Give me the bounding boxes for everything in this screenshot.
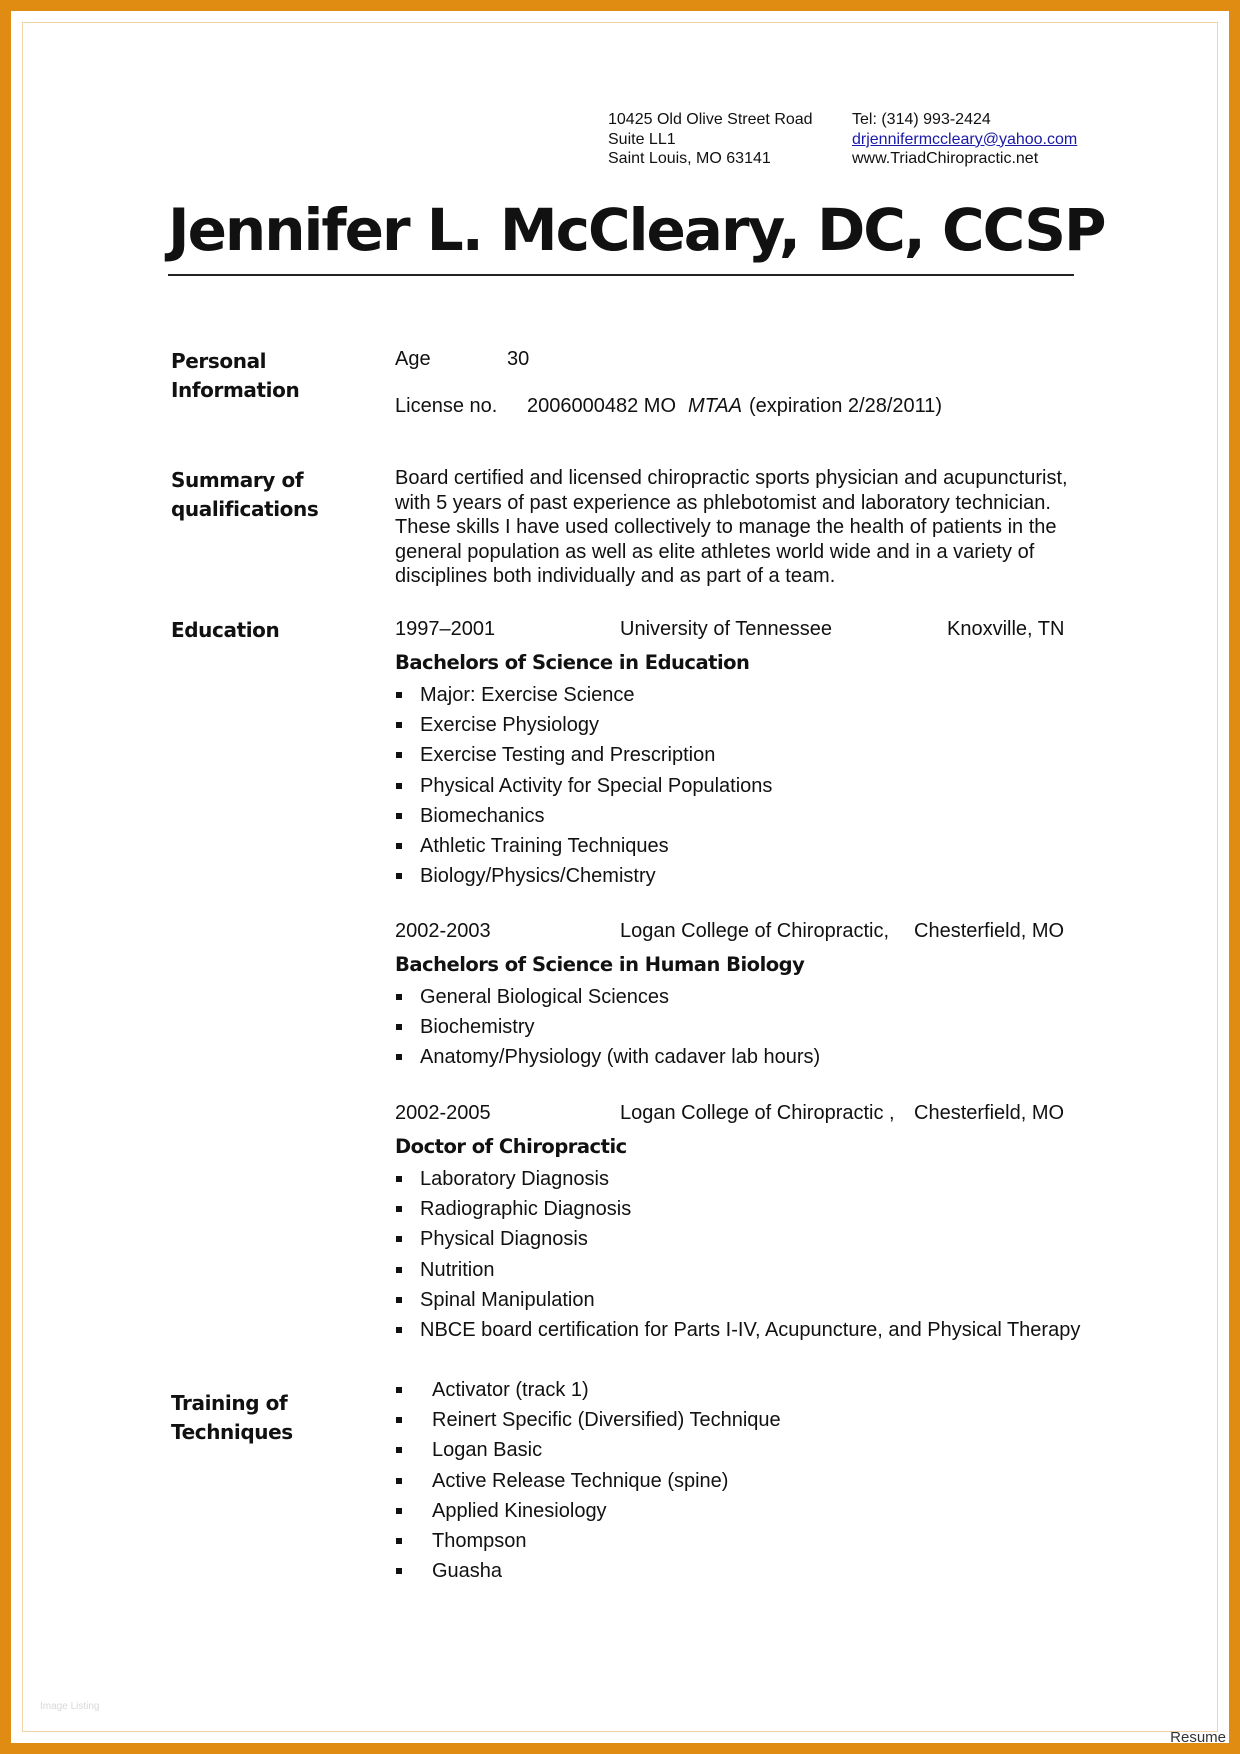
list-item: Applied Kinesiology xyxy=(395,1496,781,1526)
edu-location: Chesterfield, MO xyxy=(914,920,1065,942)
list-item: Guasha xyxy=(395,1556,781,1586)
bullet-icon xyxy=(396,1054,402,1060)
address-line-2: Suite LL1 xyxy=(608,130,676,148)
list-item: Radiographic Diagnosis xyxy=(395,1194,1080,1224)
license-expiration: (expiration 2/28/2011) xyxy=(749,395,943,417)
bullet-icon xyxy=(396,843,402,849)
list-item: Biology/Physics/Chemistry xyxy=(395,861,772,891)
list-item: Reinert Specific (Diversified) Technique xyxy=(395,1405,781,1435)
personal-info-heading: Personal Information xyxy=(171,349,300,402)
license-label: License no. xyxy=(395,395,498,417)
contact-block xyxy=(852,110,1077,169)
summary-line: These skills I have used collectively to manage the health of patients in the xyxy=(395,516,1057,538)
edu-course-list xyxy=(395,680,772,891)
training-list xyxy=(395,1375,781,1586)
bullet-icon xyxy=(396,1206,402,1212)
list-item: Activator (track 1) xyxy=(395,1375,781,1405)
bullet-icon xyxy=(396,1447,402,1453)
summary-line: with 5 years of past experience as phlebotomist and laboratory technician. xyxy=(395,491,1051,514)
bullet-icon xyxy=(396,1387,402,1393)
bullet-icon xyxy=(396,1508,402,1514)
edu-degree: Bachelors of Science in Human Biology xyxy=(395,953,805,976)
bullet-icon xyxy=(396,752,402,758)
bullet-icon xyxy=(396,722,402,728)
list-item: Athletic Training Techniques xyxy=(395,831,772,861)
edu-school: University of Tennessee xyxy=(620,618,832,640)
bullet-icon xyxy=(396,1417,402,1423)
edu-degree: Doctor of Chiropractic xyxy=(395,1135,627,1158)
list-item: Nutrition xyxy=(395,1255,1080,1285)
list-item: General Biological Sciences xyxy=(395,982,820,1012)
age-label: Age xyxy=(395,348,431,370)
address-line-3: Saint Louis, MO 63141 xyxy=(608,150,771,167)
list-item: Logan Basic xyxy=(395,1435,781,1465)
summary-line: disciplines both individually and as part of a team. xyxy=(395,565,836,587)
list-item: Biochemistry xyxy=(395,1012,820,1042)
bullet-icon xyxy=(396,1327,402,1333)
edu-years: 2002-2003 xyxy=(395,920,491,942)
resume-name: Jennifer L. McCleary, DC, CCSP xyxy=(168,196,1105,264)
footer-tag: Resume xyxy=(1170,1729,1226,1746)
list-item: Exercise Physiology xyxy=(395,710,772,740)
list-item: Physical Activity for Special Populations xyxy=(395,771,772,801)
edu-course-list xyxy=(395,1164,1080,1345)
bullet-icon xyxy=(396,692,402,698)
age-value: 30 xyxy=(507,348,530,370)
training-heading: Training of Techniques xyxy=(171,1391,293,1444)
list-item: Laboratory Diagnosis xyxy=(395,1164,1080,1194)
list-item: Biomechanics xyxy=(395,801,772,831)
list-item: Exercise Testing and Prescription xyxy=(395,740,772,770)
phone: Tel: (314) 993-2424 xyxy=(852,111,991,128)
bullet-icon xyxy=(396,873,402,879)
summary-heading: Summary of qualifications xyxy=(171,468,319,521)
license-board: MTAA xyxy=(688,395,743,417)
bullet-icon xyxy=(396,783,402,789)
edu-degree: Bachelors of Science in Education xyxy=(395,651,750,674)
edu-course-list xyxy=(395,982,820,1073)
website: www.TriadChiropractic.net xyxy=(852,150,1039,167)
edu-school: Logan College of Chiropractic, xyxy=(620,920,890,942)
education-heading: Education xyxy=(171,618,280,642)
edu-location: Knoxville, TN xyxy=(947,618,1065,640)
bullet-icon xyxy=(396,1267,402,1273)
list-item: Active Release Technique (spine) xyxy=(395,1466,781,1496)
bullet-icon xyxy=(396,1236,402,1242)
summary-line: Board certified and licensed chiropractic sports physician and acupuncturist, xyxy=(395,467,1068,489)
edu-location: Chesterfield, MO xyxy=(914,1102,1065,1124)
list-item: Major: Exercise Science xyxy=(395,680,772,710)
summary-text xyxy=(395,466,1115,589)
list-item: Spinal Manipulation xyxy=(395,1285,1080,1315)
bullet-icon xyxy=(396,1478,402,1484)
watermark: Image Listing xyxy=(40,1701,100,1712)
header-rule xyxy=(168,274,1074,276)
bullet-icon xyxy=(396,1176,402,1182)
bullet-icon xyxy=(396,1568,402,1574)
edu-years: 2002-2005 xyxy=(395,1102,491,1124)
list-item: Physical Diagnosis xyxy=(395,1224,1080,1254)
list-item: NBCE board certification for Parts I-IV, Acupuncture, and Physical Therapy xyxy=(395,1315,1080,1345)
bullet-icon xyxy=(396,1297,402,1303)
address-line-1: 10425 Old Olive Street Road xyxy=(608,111,813,128)
list-item: Anatomy/Physiology (with cadaver lab hours) xyxy=(395,1042,820,1072)
list-item: Thompson xyxy=(395,1526,781,1556)
address-block xyxy=(608,110,813,169)
bullet-icon xyxy=(396,1024,402,1030)
bullet-icon xyxy=(396,994,402,1000)
bullet-icon xyxy=(396,813,402,819)
edu-school: Logan College of Chiropractic , xyxy=(620,1102,895,1124)
email-link[interactable]: drjennifermccleary@yahoo.com xyxy=(852,130,1078,148)
summary-line: general population as well as elite athletes world wide and in a variety of xyxy=(395,540,1035,563)
license-number: 2006000482 MO xyxy=(527,395,677,417)
bullet-icon xyxy=(396,1538,402,1544)
edu-years: 1997–2001 xyxy=(395,618,496,640)
